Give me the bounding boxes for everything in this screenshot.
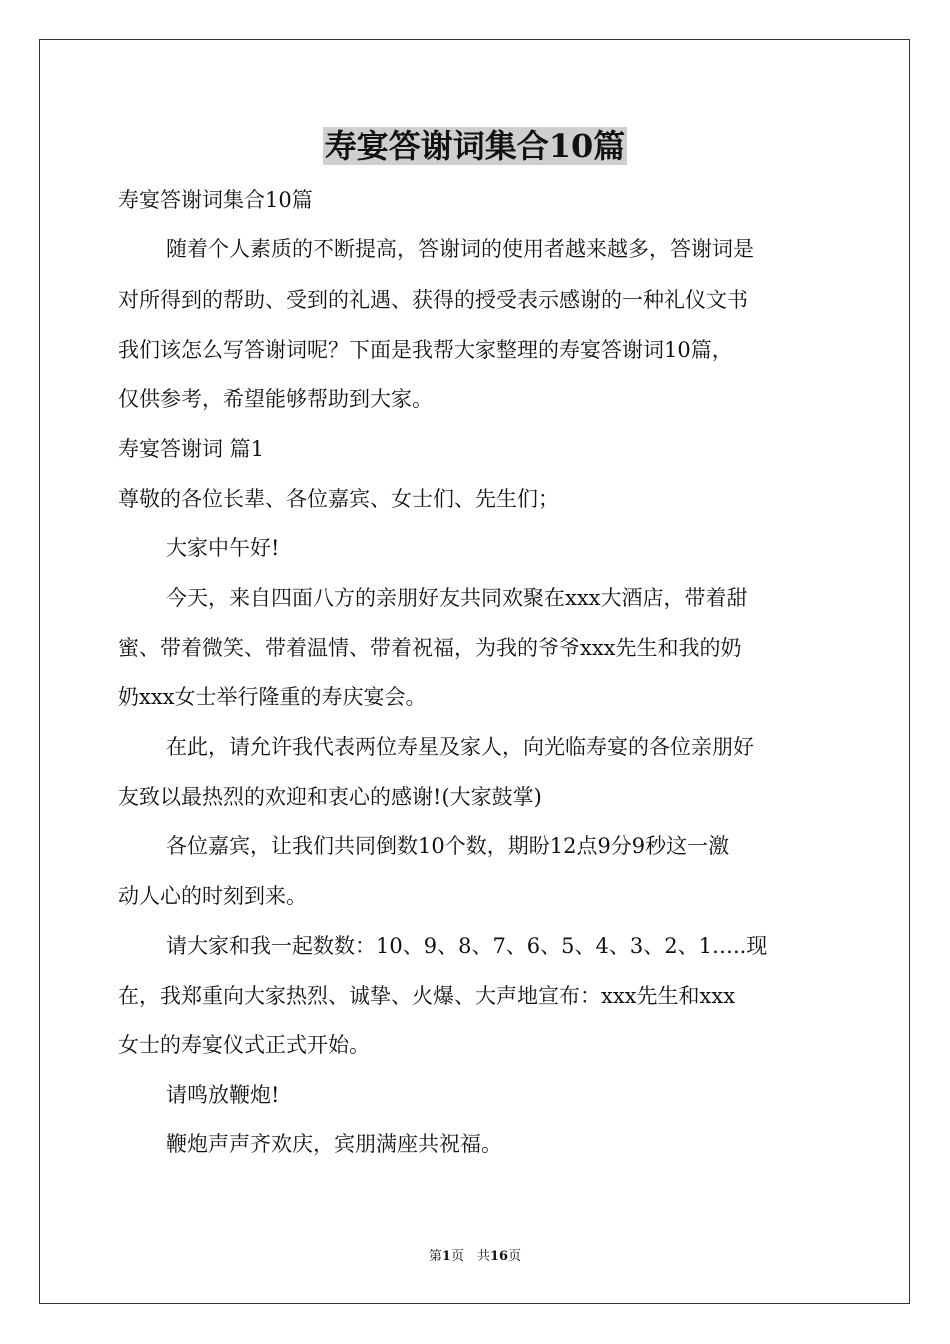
paragraph-line: 动人心的时刻到来。 [118,884,307,908]
paragraph-line: 请鸣放鞭炮! [166,1083,280,1107]
paragraph-line: 奶xxx女士举行隆重的寿庆宴会。 [118,685,427,709]
paragraph-line: 请大家和我一起数数：10、9、8、7、6、5、4、3、2、1…..现 [166,934,768,958]
paragraph-line: 蜜、带着微笑、带着温情、带着祝福，为我的爷爷xxx先生和我的奶 [118,636,742,660]
subtitle-line: 寿宴答谢词集合10篇 [118,188,313,212]
paragraph-line: 在，我郑重向大家热烈、诚挚、火爆、大声地宣布：xxx先生和xxx [118,984,736,1008]
footer-middle: 页 共 [450,1249,490,1264]
paragraph-line: 仅供参考，希望能够帮助到大家。 [118,387,433,411]
paragraph-line: 在此，请允许我代表两位寿星及家人，向光临寿宴的各位亲朋好 [166,735,754,759]
footer-total-pages: 16 [489,1249,509,1264]
salutation-line: 尊敬的各位长辈、各位嘉宾、女士们、先生们； [118,487,559,511]
page-footer [0,1248,950,1266]
paragraph-line: 友致以最热烈的欢迎和衷心的感谢!(大家鼓掌) [118,785,542,809]
paragraph-line: 对所得到的帮助、受到的礼遇、获得的授受表示感谢的一种礼仪文书 [118,288,748,312]
paragraph-line: 今天，来自四面八方的亲朋好友共同欢聚在xxx大酒店，带着甜 [166,586,748,610]
section-heading: 寿宴答谢词 篇1 [118,437,265,461]
footer-suffix: 页 [508,1249,522,1264]
footer-page-number: 1 [441,1249,451,1264]
paragraph-line: 鞭炮声声齐欢庆，宾朋满座共祝福。 [166,1132,502,1156]
page-border [39,39,910,1304]
paragraph-line: 大家中午好! [166,536,280,560]
footer-prefix: 第 [428,1249,442,1264]
paragraph-line: 我们该怎么写答谢词呢？下面是我帮大家整理的寿宴答谢词10篇， [118,338,733,362]
paragraph-line: 各位嘉宾，让我们共同倒数10个数，期盼12点9分9秒这一激 [166,834,730,858]
document-title [0,124,950,168]
paragraph-line: 女士的寿宴仪式正式开始。 [118,1033,370,1057]
paragraph-line: 随着个人素质的不断提高，答谢词的使用者越来越多，答谢词是 [166,237,754,261]
document-title-text: 寿宴答谢词集合10篇 [324,127,626,165]
